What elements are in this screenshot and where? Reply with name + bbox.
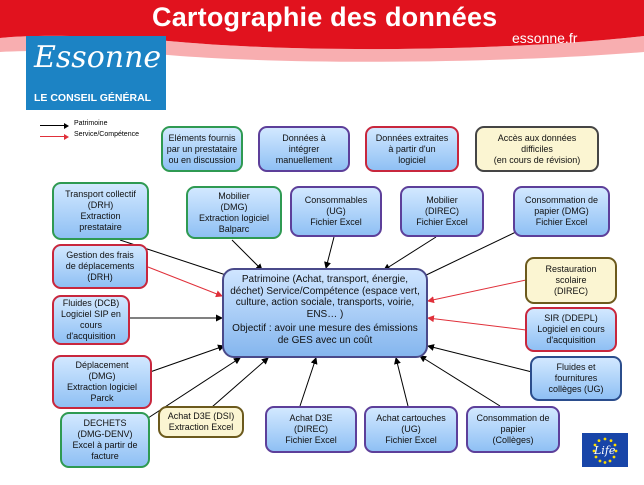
node-deplacement-dmg: Déplacement (DMG) Extraction logiciel Parck xyxy=(52,355,152,409)
arrow-fluides-colleges xyxy=(428,346,532,372)
arrow-deplacement xyxy=(150,346,224,372)
node-consommables: Consommables (UG) Fichier Excel xyxy=(290,186,382,237)
arrow-achat-cartouches xyxy=(396,358,408,406)
node-fluides-colleges: Fluides et fournitures collèges (UG) xyxy=(530,356,622,401)
node-consommation-papier-dmg: Consommation de papier (DMG) Fichier Excel xyxy=(513,186,610,237)
central-scope-text: Patrimoine (Achat, transport, énergie, déchet) Service/Compétence (espace vert, culture, action sociale, transports, voirie, ENS… ) xyxy=(230,274,420,320)
eu-life-text: Life xyxy=(594,444,616,457)
node-dechets: DECHETS (DMG-DENV) Excel à partir de facture xyxy=(60,412,150,468)
node-sir-ddepl: SIR (DDEPL) Logiciel en cours d'acquisition xyxy=(525,307,617,352)
arrow-mobilier-direc xyxy=(384,237,436,270)
legend-label: Service/Compétence xyxy=(74,131,139,138)
node-achat-d3e-dsi: Achat D3E (DSI) Extraction Excel xyxy=(158,406,244,438)
arrow-mobilier-dmg xyxy=(232,240,262,270)
node-transport-collectif: Transport collectif (DRH) Extraction prestataire xyxy=(52,182,149,240)
node-mobilier-dmg: Mobilier (DMG) Extraction logiciel Balparc xyxy=(186,186,282,239)
arrow-sir xyxy=(428,318,526,330)
eu-life-logo xyxy=(582,433,628,467)
legend-box-manuel: Données à intégrer manuellement xyxy=(258,126,350,172)
node-consommation-colleges: Consommation de papier (Collèges) xyxy=(466,406,560,453)
legend-box-logiciel: Données extraites à partir d'un logiciel xyxy=(365,126,459,172)
arrow-frais xyxy=(148,267,222,296)
node-gestion-frais: Gestion des frais de déplacements (DRH) xyxy=(52,244,148,289)
node-restauration-scolaire: Restauration scolaire (DIREC) xyxy=(525,257,617,304)
page-title: Cartographie des données xyxy=(152,2,498,32)
arrow-achat-direc xyxy=(300,358,316,406)
central-objective-text: Objectif : avoir une mesure des émissions de GES avec un coût xyxy=(232,323,418,346)
site-url: essonne.fr xyxy=(512,30,578,46)
central-objective-box xyxy=(222,268,428,358)
node-achat-cartouches: Achat cartouches (UG) Fichier Excel xyxy=(364,406,458,453)
arrow-consommables xyxy=(326,237,334,268)
arrow-achat-dsi xyxy=(212,358,268,407)
logo-subtitle: LE CONSEIL GÉNÉRAL xyxy=(34,92,152,104)
logo-script: Essonne xyxy=(34,40,162,75)
legend-box-prestataire: Eléments fournis par un prestataire ou en discussion xyxy=(161,126,243,172)
arrow-consommation-colleges xyxy=(420,356,500,406)
arrow-restauration xyxy=(428,280,526,301)
node-fluides-dcb: Fluides (DCB) Logiciel SIP en cours d'acquisition xyxy=(52,295,130,345)
node-mobilier-direc: Mobilier (DIREC) Fichier Excel xyxy=(400,186,484,237)
node-achat-d3e-direc: Achat D3E (DIREC) Fichier Excel xyxy=(265,406,357,453)
legend-label: Patrimoine xyxy=(74,120,108,127)
legend-box-difficile: Accès aux données difficiles (en cours de révision) xyxy=(475,126,599,172)
